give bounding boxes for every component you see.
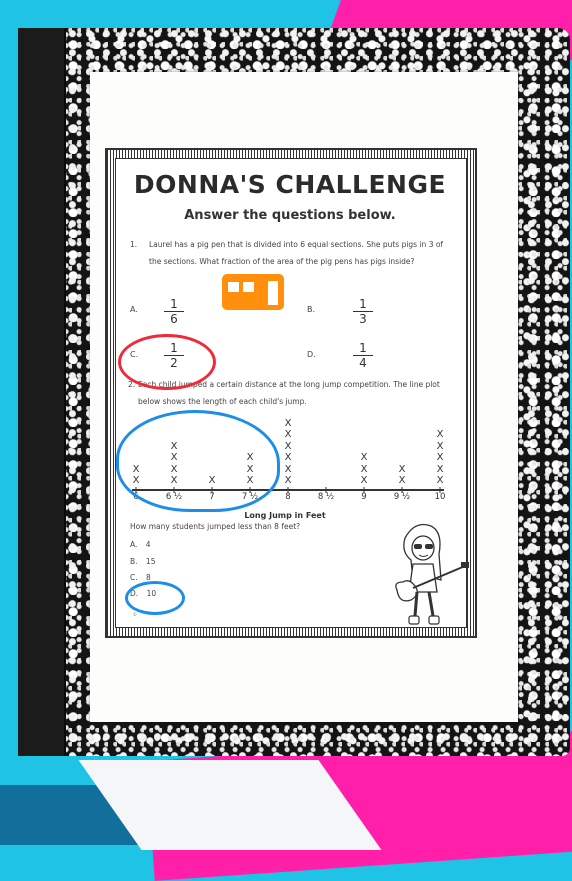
orange-highlight-sticker: [222, 274, 284, 310]
data-point: X: [132, 475, 140, 486]
question-number: 2.: [128, 380, 136, 389]
tick-label: 6 ½: [165, 492, 183, 502]
tick-label: 6: [133, 492, 139, 502]
tick-label: 8 ½: [317, 492, 335, 502]
choice-letter: A.: [130, 540, 138, 549]
data-point: X: [284, 440, 292, 452]
option-fraction: [353, 342, 373, 369]
data-point: X: [170, 452, 178, 463]
fraction-denominator: 2: [170, 356, 178, 370]
blue-plot-circle: [116, 410, 280, 512]
data-point: X: [436, 452, 444, 463]
choice-value: 4: [145, 540, 151, 549]
choice-letter: B.: [130, 557, 138, 566]
fraction-denominator: 6: [170, 312, 178, 326]
option-letter: C.: [130, 350, 139, 359]
option-letter: B.: [307, 305, 316, 314]
data-point: X: [132, 463, 140, 475]
fraction-numerator: 1: [170, 341, 178, 355]
sticker-window: [243, 282, 254, 292]
tick-label: 8: [285, 492, 291, 502]
worksheet-subtitle: Answer the questions below.: [184, 208, 396, 223]
tick-label: 9: [361, 492, 367, 502]
copyright-mark: ©: [133, 612, 137, 617]
blue-answer-circle: [125, 581, 185, 615]
data-point: X: [170, 463, 178, 475]
data-point: X: [246, 463, 254, 475]
option-fraction: [164, 298, 184, 325]
sticker-door: [268, 281, 278, 305]
question-2-prompt: How many students jumped less than 8 feet?: [130, 522, 301, 531]
data-point: X: [246, 475, 254, 486]
rocker-girl-clipart: [383, 520, 473, 628]
choice-b: [130, 557, 155, 566]
data-point: X: [398, 463, 406, 475]
fraction-numerator: 1: [359, 297, 367, 311]
axis-title: Long Jump in Feet: [244, 511, 326, 520]
data-point: X: [284, 429, 292, 440]
option-letter: D.: [307, 350, 316, 359]
choice-value: 10: [146, 589, 157, 598]
question-text: Laurel has a pig pen that is divided into 6 equal sections. She puts pigs in 3 of the sections. What fraction of the area of the pig pens has pigs inside?: [149, 240, 444, 266]
data-point: X: [360, 463, 368, 475]
fraction-denominator: 3: [359, 312, 367, 326]
data-point: X: [284, 452, 292, 463]
data-point: X: [170, 475, 178, 486]
tick-label: 9 ½: [393, 492, 411, 502]
data-point: X: [246, 452, 254, 463]
data-point: X: [398, 475, 406, 486]
data-point: X: [170, 440, 178, 452]
fraction-denominator: 4: [359, 356, 367, 370]
choice-a: [130, 540, 151, 549]
sticker-window: [228, 282, 239, 292]
fraction-numerator: 1: [170, 297, 178, 311]
question-text: Each child jumped a certain distance at the long jump competition. The line plot below shows the length of each child's jump.: [138, 380, 440, 406]
option-letter: A.: [130, 305, 138, 314]
choice-value: 8: [146, 573, 151, 582]
fraction-numerator: 1: [359, 341, 367, 355]
data-point: X: [360, 452, 368, 463]
red-answer-circle: [118, 334, 216, 390]
question-number: 1.: [130, 240, 138, 249]
data-point: X: [436, 463, 444, 475]
option-fraction: [353, 298, 373, 325]
choice-letter: C.: [130, 573, 138, 582]
worksheet-title: DONNA'S CHALLENGE: [133, 170, 447, 199]
data-point: X: [436, 475, 444, 486]
data-point: X: [284, 463, 292, 475]
notebook-spine: [18, 28, 66, 756]
data-point: X: [284, 417, 292, 429]
data-point: X: [208, 475, 216, 486]
tick-label: 10: [434, 492, 446, 502]
tick-label: 7 ½: [241, 492, 259, 502]
data-point: X: [436, 440, 444, 452]
data-point: X: [360, 475, 368, 486]
choice-letter: D.: [130, 589, 139, 598]
choice-value: 15: [145, 557, 156, 566]
data-point: X: [436, 429, 444, 440]
tick-label: 7: [209, 492, 215, 502]
data-point: X: [284, 475, 292, 486]
